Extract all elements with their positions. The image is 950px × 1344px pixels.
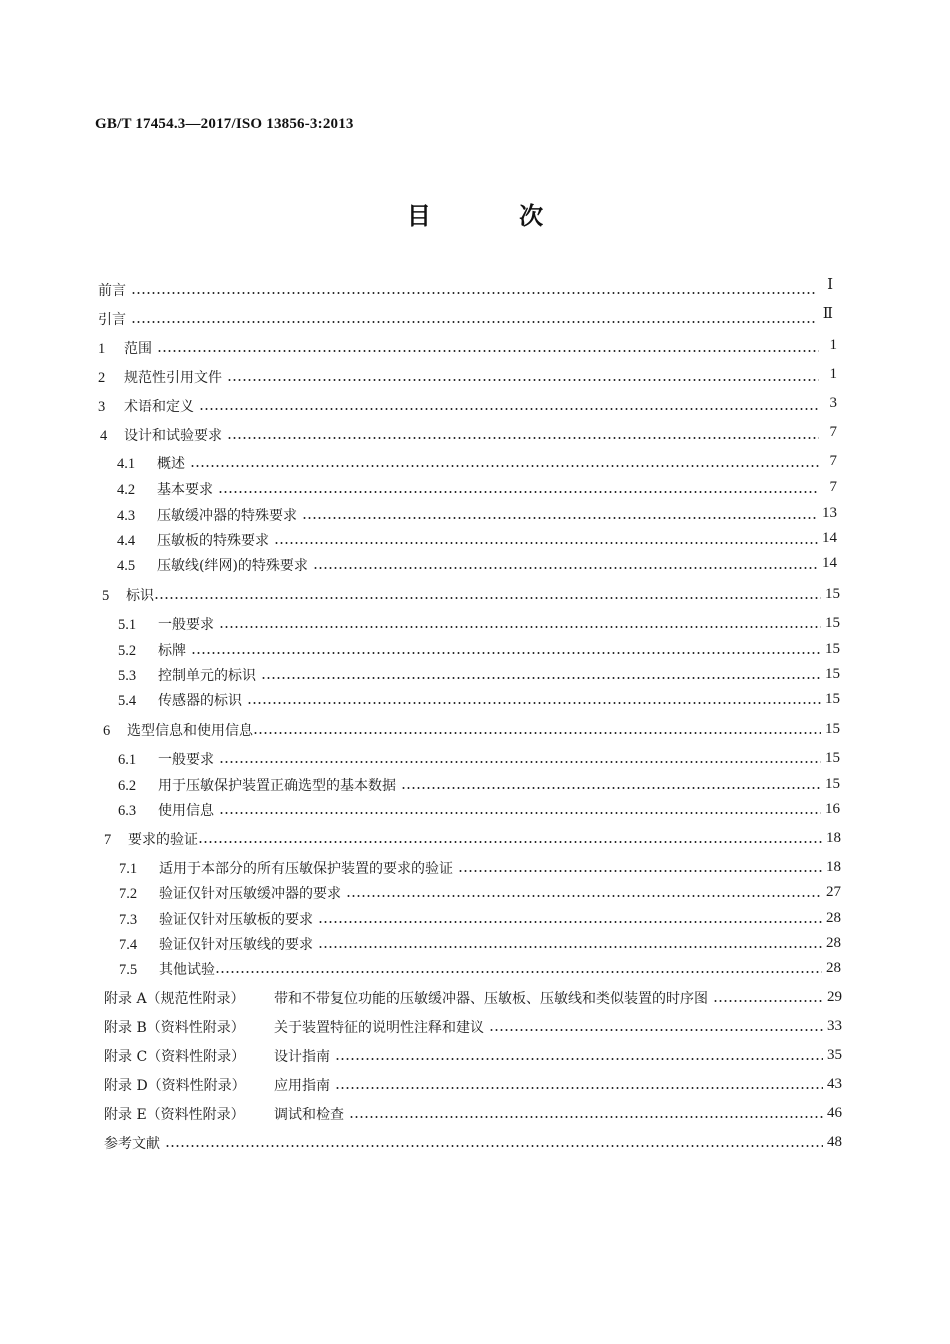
toc-entry-annex[interactable]: [104, 1017, 842, 1037]
toc-page: 29: [827, 989, 842, 1005]
toc-entry-annex[interactable]: [104, 1046, 842, 1066]
dot-leader: [219, 811, 821, 815]
toc-entry[interactable]: [100, 425, 837, 445]
toc-page: 18: [826, 859, 841, 875]
toc-label: 概述: [157, 456, 185, 472]
toc-page: 14: [822, 530, 837, 546]
toc-entry[interactable]: [118, 749, 840, 769]
toc-page: 28: [826, 935, 841, 951]
toc-label: [104, 1048, 333, 1066]
annex-title: 带和不带复位功能的压敏缓冲器、压敏板、压敏线和类似装置的时序图: [274, 991, 708, 1007]
toc-number: 7.3: [119, 912, 138, 928]
toc-page: 7: [829, 453, 837, 469]
toc-number: 7.1: [119, 861, 138, 877]
annex-tag: 附录 A（规范性附录）: [104, 991, 245, 1007]
dot-leader: [199, 407, 819, 411]
toc-number: 6.1: [118, 752, 137, 768]
toc-entry[interactable]: [98, 367, 837, 387]
dot-leader: [713, 999, 823, 1003]
toc-entry[interactable]: [102, 585, 840, 605]
dot-leader: [198, 840, 822, 844]
dot-leader: [190, 464, 819, 468]
toc-label: [104, 990, 711, 1008]
toc-entry[interactable]: [118, 614, 840, 634]
dot-leader: [335, 1086, 823, 1090]
toc-number: 6.2: [118, 778, 137, 794]
toc-label: 要求的验证: [128, 832, 198, 848]
dot-leader: [274, 541, 818, 545]
toc-page: 15: [825, 750, 840, 766]
toc-number: 2: [98, 370, 106, 386]
toc-number: 7: [104, 832, 112, 848]
toc-entry-annex[interactable]: [104, 1104, 842, 1124]
toc-page: 15: [825, 776, 840, 792]
toc-label: 术语和定义: [124, 399, 194, 415]
dot-leader: [458, 869, 822, 873]
toc-label: 参考文献: [104, 1136, 160, 1152]
toc-label: 压敏线(绊网)的特殊要求: [157, 558, 308, 574]
toc-page: Ⅱ: [822, 306, 833, 322]
dot-leader: [253, 731, 821, 735]
dot-leader: [219, 625, 821, 629]
annex-title: 调试和检查: [274, 1107, 344, 1123]
document-id: GB/T 17454.3—2017/ISO 13856-3:2013: [95, 116, 354, 132]
toc-label: 基本要求: [157, 482, 213, 498]
toc-page: 3: [829, 395, 837, 411]
toc-entry[interactable]: [117, 479, 837, 499]
page-title: 目 次: [406, 202, 584, 230]
toc-label: 验证仅针对压敏板的要求: [159, 912, 313, 928]
toc-entry[interactable]: [119, 959, 841, 979]
toc-entry[interactable]: [118, 640, 840, 660]
toc-label: 规范性引用文件: [124, 370, 222, 386]
toc-entry[interactable]: [98, 277, 833, 300]
toc-number: 5.2: [118, 643, 137, 659]
toc-entry[interactable]: [117, 530, 837, 550]
toc-label: 验证仅针对压敏缓冲器的要求: [159, 886, 341, 902]
toc-label: 压敏板的特殊要求: [157, 533, 269, 549]
toc-number: 5.1: [118, 617, 137, 633]
toc-label: 选型信息和使用信息: [127, 723, 253, 739]
dot-leader: [261, 676, 821, 680]
toc-page: 35: [827, 1047, 842, 1063]
dot-leader: [346, 894, 822, 898]
annex-tag: 附录 B（资料性附录）: [104, 1020, 245, 1036]
toc-label: [104, 1106, 347, 1124]
toc-label: 验证仅针对压敏线的要求: [159, 937, 313, 953]
dot-leader: [318, 945, 822, 949]
toc-label: 一般要求: [158, 752, 214, 768]
toc-page: 16: [825, 801, 840, 817]
toc-entry[interactable]: [119, 909, 841, 929]
toc-entry-annex[interactable]: [104, 1075, 842, 1095]
toc-number: 4.4: [117, 533, 136, 549]
dot-leader: [191, 651, 821, 655]
toc-entry[interactable]: [119, 883, 841, 903]
dot-leader: [215, 970, 822, 974]
toc-number: 3: [98, 399, 106, 415]
toc-number: 1: [98, 341, 106, 357]
toc-entry[interactable]: [118, 690, 840, 710]
toc-page: 13: [822, 505, 837, 521]
toc-page: 18: [826, 830, 841, 846]
toc-entry[interactable]: [117, 555, 837, 575]
toc-number: 5.4: [118, 693, 137, 709]
toc-page: 15: [825, 721, 840, 737]
toc-entry[interactable]: [118, 665, 840, 685]
toc-label: 范围: [124, 341, 152, 357]
toc-page: 46: [827, 1105, 842, 1121]
dot-leader: [227, 436, 819, 440]
toc-number: 7.2: [119, 886, 138, 902]
toc-entry[interactable]: [103, 720, 840, 740]
toc-page: 28: [826, 910, 841, 926]
toc-number: 5: [102, 588, 110, 604]
toc-page: 15: [825, 691, 840, 707]
toc-number: 4.1: [117, 456, 136, 472]
toc-entry[interactable]: [98, 338, 837, 358]
toc-entry[interactable]: [119, 858, 841, 878]
toc-number: 4.5: [117, 558, 136, 574]
toc-label: 控制单元的标识: [158, 668, 256, 684]
annex-tag: 附录 C（资料性附录）: [104, 1049, 246, 1065]
dot-leader: [247, 701, 821, 705]
toc-page: Ⅰ: [827, 277, 833, 293]
dot-leader: [313, 566, 818, 570]
toc-number: 4.3: [117, 508, 136, 524]
dot-leader: [489, 1028, 823, 1032]
toc-label: 压敏缓冲器的特殊要求: [157, 508, 297, 524]
dot-leader: [157, 349, 819, 353]
toc-page: 28: [826, 960, 841, 976]
dot-leader: [335, 1057, 823, 1061]
toc-label: 标牌: [158, 643, 186, 659]
toc-number: 7.5: [119, 962, 138, 978]
toc-page: 7: [829, 479, 837, 495]
toc-entry[interactable]: [98, 396, 837, 416]
toc-page: 1: [829, 366, 837, 382]
toc-number: 4: [100, 428, 108, 444]
toc-entry[interactable]: [117, 453, 837, 473]
toc-page: 15: [825, 615, 840, 631]
toc-label: 用于压敏保护装置正确选型的基本数据: [158, 778, 396, 794]
dot-leader: [401, 786, 821, 790]
toc-label: 使用信息: [158, 803, 214, 819]
toc-page: 14: [822, 555, 837, 571]
toc-label: 引言: [98, 312, 126, 328]
toc-label: 标识: [126, 588, 154, 604]
dot-leader: [165, 1144, 823, 1148]
dot-leader: [154, 596, 821, 600]
toc-page: 27: [826, 884, 841, 900]
dot-leader: [218, 490, 819, 494]
dot-leader: [131, 291, 815, 295]
dot-leader: [227, 378, 819, 382]
toc-page: 7: [829, 424, 837, 440]
annex-tag: 附录 E（资料性附录）: [104, 1107, 245, 1123]
toc-label: [104, 1019, 487, 1037]
toc-entry[interactable]: [98, 306, 833, 329]
toc-entry-annex[interactable]: [104, 988, 842, 1008]
toc-entry[interactable]: [118, 800, 840, 820]
toc-entry[interactable]: [119, 934, 841, 954]
toc-number: 6: [103, 723, 111, 739]
toc-number: 7.4: [119, 937, 138, 953]
annex-title: 关于装置特征的说明性注释和建议: [274, 1020, 484, 1036]
toc-entry[interactable]: [117, 505, 837, 525]
annex-tag: 附录 D（资料性附录）: [104, 1078, 246, 1094]
toc-page: 33: [827, 1018, 842, 1034]
toc-entry[interactable]: [118, 775, 840, 795]
toc-page: 1: [829, 337, 837, 353]
annex-title: 设计指南: [274, 1049, 330, 1065]
dot-leader: [131, 320, 815, 324]
toc-page: 48: [827, 1134, 842, 1150]
toc-label: 一般要求: [158, 617, 214, 633]
annex-title: 应用指南: [274, 1078, 330, 1094]
toc-page: 43: [827, 1076, 842, 1092]
dot-leader: [219, 760, 821, 764]
toc-label: 传感器的标识: [158, 693, 242, 709]
dot-leader: [318, 920, 822, 924]
toc-entry[interactable]: [104, 1133, 842, 1153]
toc-label: 其他试验: [159, 962, 215, 978]
toc-label: 前言: [98, 283, 126, 299]
toc-entry[interactable]: [104, 829, 841, 849]
toc-label: 适用于本部分的所有压敏保护装置的要求的验证: [159, 861, 453, 877]
toc-label: 设计和试验要求: [124, 428, 222, 444]
toc-label: [104, 1077, 333, 1095]
toc-number: 4.2: [117, 482, 136, 498]
dot-leader: [302, 516, 818, 520]
toc-page: 15: [825, 586, 840, 602]
toc-number: 5.3: [118, 668, 137, 684]
toc-page: 15: [825, 666, 840, 682]
dot-leader: [349, 1115, 823, 1119]
toc-number: 6.3: [118, 803, 137, 819]
toc-page: 15: [825, 641, 840, 657]
